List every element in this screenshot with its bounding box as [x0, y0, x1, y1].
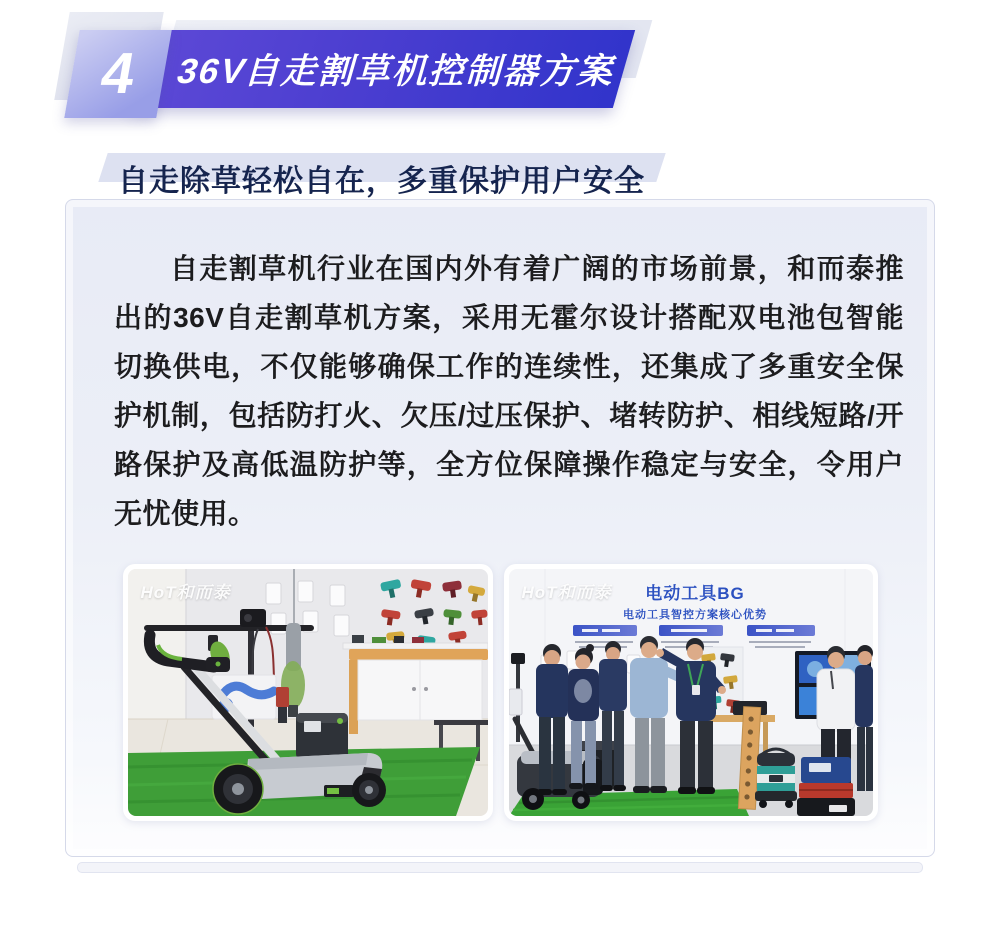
photo-row: [66, 564, 934, 821]
photo-left-scene: [128, 569, 488, 816]
section-number: 4: [96, 41, 140, 106]
photo-right-scene: [509, 569, 873, 816]
equipment-cases: [797, 757, 855, 816]
brand-watermark: HoT和而泰: [521, 583, 612, 602]
section-title: 36V自走割草机控制器方案: [172, 52, 623, 91]
content-card: [65, 199, 935, 857]
photo-right-exhibition: [504, 564, 878, 821]
body-paragraph: 自走割草机行业在国内外有着广阔的市场前景，和而泰推出的36V自走割草机方案，采用无霍尔设计搭配双电池包智能切换供电，不仅能够确保工作的连续性，还集成了多重安全保护机制，包括防打火、欠压/过压保护、堵转防护、相线短路/开路保护及高低温防护等，全方位保障操作稳定与安全，令用户无忧使用。: [114, 253, 904, 529]
section-banner: [131, 30, 635, 108]
tool-bench: [343, 643, 488, 649]
brand-watermark: HoT和而泰: [140, 583, 231, 602]
vacuum-cleaner: [755, 749, 797, 808]
photo-left-showroom: [123, 564, 493, 821]
person-navy-edge: [855, 645, 873, 791]
booth-subtitle: 电动工具智控方案核心优势: [622, 609, 767, 621]
card-stack-edge: [77, 862, 923, 873]
section-subtitle: 自走除草轻松自在，多重保护用户安全: [118, 164, 645, 198]
booth-title: 电动工具BG: [644, 584, 745, 603]
section-number-badge: [64, 30, 172, 118]
